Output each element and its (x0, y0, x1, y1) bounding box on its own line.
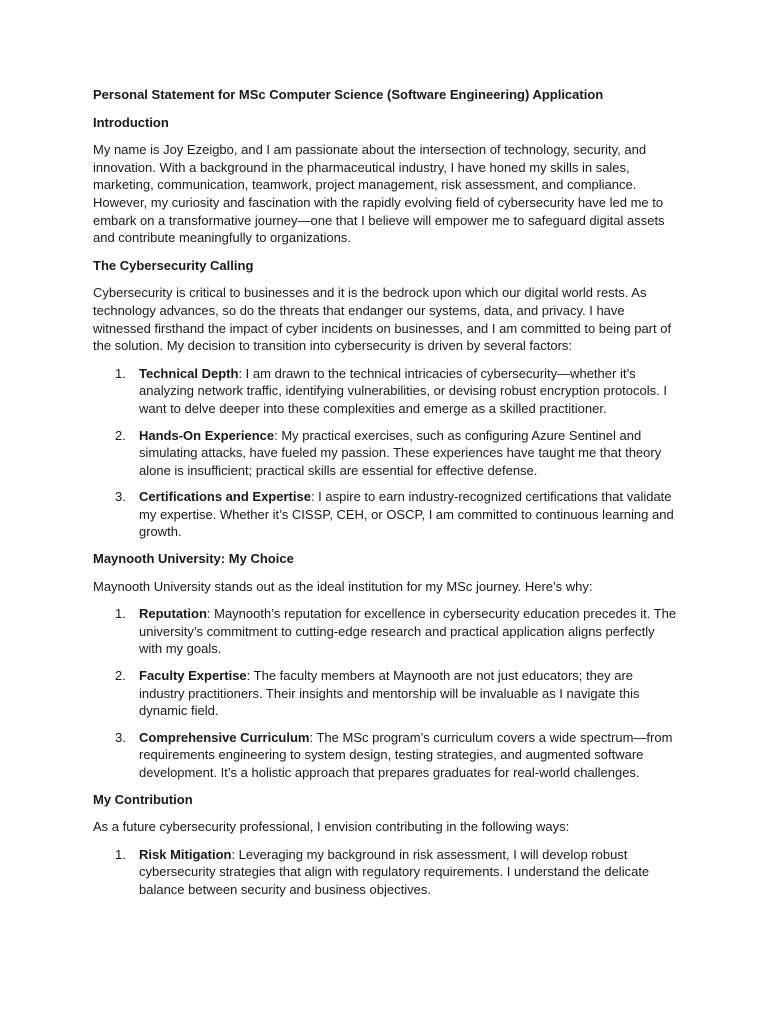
list-number: 1. (115, 365, 126, 381)
list-text: : Leveraging my background in risk assessment, I will develop robust cybersecurity strategies that align with regulatory requirements. I understand the delicate balance between security and business objectives. (139, 846, 650, 897)
document-title: Personal Statement for MSc Computer Science (Software Engineering) Application (93, 87, 604, 102)
list-number: 2. (115, 668, 126, 684)
list-text: : My practical exercises, such as configuring Azure Sentinel and simulating attacks, have fueled my passion. These experiences have taught me that theory alone is insufficient; practical skills are essential for effective defense. (139, 427, 662, 478)
heading-maynooth-choice: Maynooth University: My Choice (93, 551, 294, 567)
list-maynooth-reasons (93, 605, 680, 781)
list-term: Risk Mitigation (139, 846, 232, 862)
paragraph-cybersecurity-calling: Cybersecurity is critical to businesses and it is the bedrock upon which our digital world rests. As technology advances, so do the threats that endanger our systems, data, and privacy. I have witnessed firsthand the impact of cyber incidents on businesses, and I am committed to being part of the solution. My decision to transition into cybersecurity is driven by several factors: (93, 285, 672, 354)
list-number: 1. (115, 606, 126, 622)
paragraph-maynooth-choice: Maynooth University stands out as the ideal institution for my MSc journey. Here’s why: (93, 578, 593, 594)
list-contributions (93, 846, 680, 899)
list-text: : I am drawn to the technical intricacies of cybersecurity—whether it’s analyzing network traffic, identifying vulnerabilities, or devising robust encryption protocols. I want to delve deeper into these complexities and emerge as a skilled practitioner. (139, 365, 667, 416)
heading-cybersecurity-calling: The Cybersecurity Calling (93, 257, 254, 273)
list-term: Certifications and Expertise (139, 489, 311, 505)
paragraph-my-contribution: As a future cybersecurity professional, I envision contributing in the following ways: (93, 819, 570, 835)
list-item (115, 846, 680, 899)
list-term: Technical Depth (139, 365, 239, 381)
heading-introduction: Introduction (93, 114, 169, 130)
list-number: 3. (115, 489, 126, 505)
list-item (115, 729, 680, 782)
list-term: Reputation (139, 606, 207, 622)
list-term: Comprehensive Curriculum (139, 729, 310, 745)
list-number: 1. (115, 846, 126, 862)
list-number: 3. (115, 729, 126, 745)
list-item (115, 667, 680, 720)
list-text: : I aspire to earn industry-recognized certifications that validate my expertise. Whether it’s CISSP, CEH, or OSCP, I am committed to continuous learning and growth. (139, 489, 674, 540)
list-item (115, 488, 680, 541)
list-cybersecurity-factors (93, 365, 680, 541)
list-text: : The faculty members at Maynooth are not just educators; they are industry practitioners. Their insights and mentorship will be invaluable as I navigate this dynamic field. (139, 668, 640, 719)
list-item (115, 605, 680, 658)
list-item (115, 427, 680, 480)
list-text: : Maynooth’s reputation for excellence in cybersecurity education precedes it. The university’s commitment to cutting-edge research and practical application aligns perfectly with my goals. (139, 606, 677, 657)
heading-my-contribution: My Contribution (93, 791, 193, 807)
list-term: Hands-On Experience (139, 427, 275, 443)
list-item (115, 365, 680, 418)
paragraph-introduction: My name is Joy Ezeigbo, and I am passionate about the intersection of technology, security, and innovation. With a background in the pharmaceutical industry, I have honed my skills in sales, marketing, communication, teamwork, project management, risk assessment, and compliance. However, my curiosity and fascination with the rapidly evolving field of cybersecurity have led me to embark on a transformative journey—one that I believe will empower me to safeguard digital assets and contribute meaningfully to organizations. (93, 142, 665, 246)
list-number: 2. (115, 427, 126, 443)
list-text: : The MSc program’s curriculum covers a wide spectrum—from requirements engineering to system design, testing strategies, and augmented software development. It’s a holistic approach that prepares graduates for real-world challenges. (139, 729, 673, 780)
list-term: Faculty Expertise (139, 668, 247, 684)
